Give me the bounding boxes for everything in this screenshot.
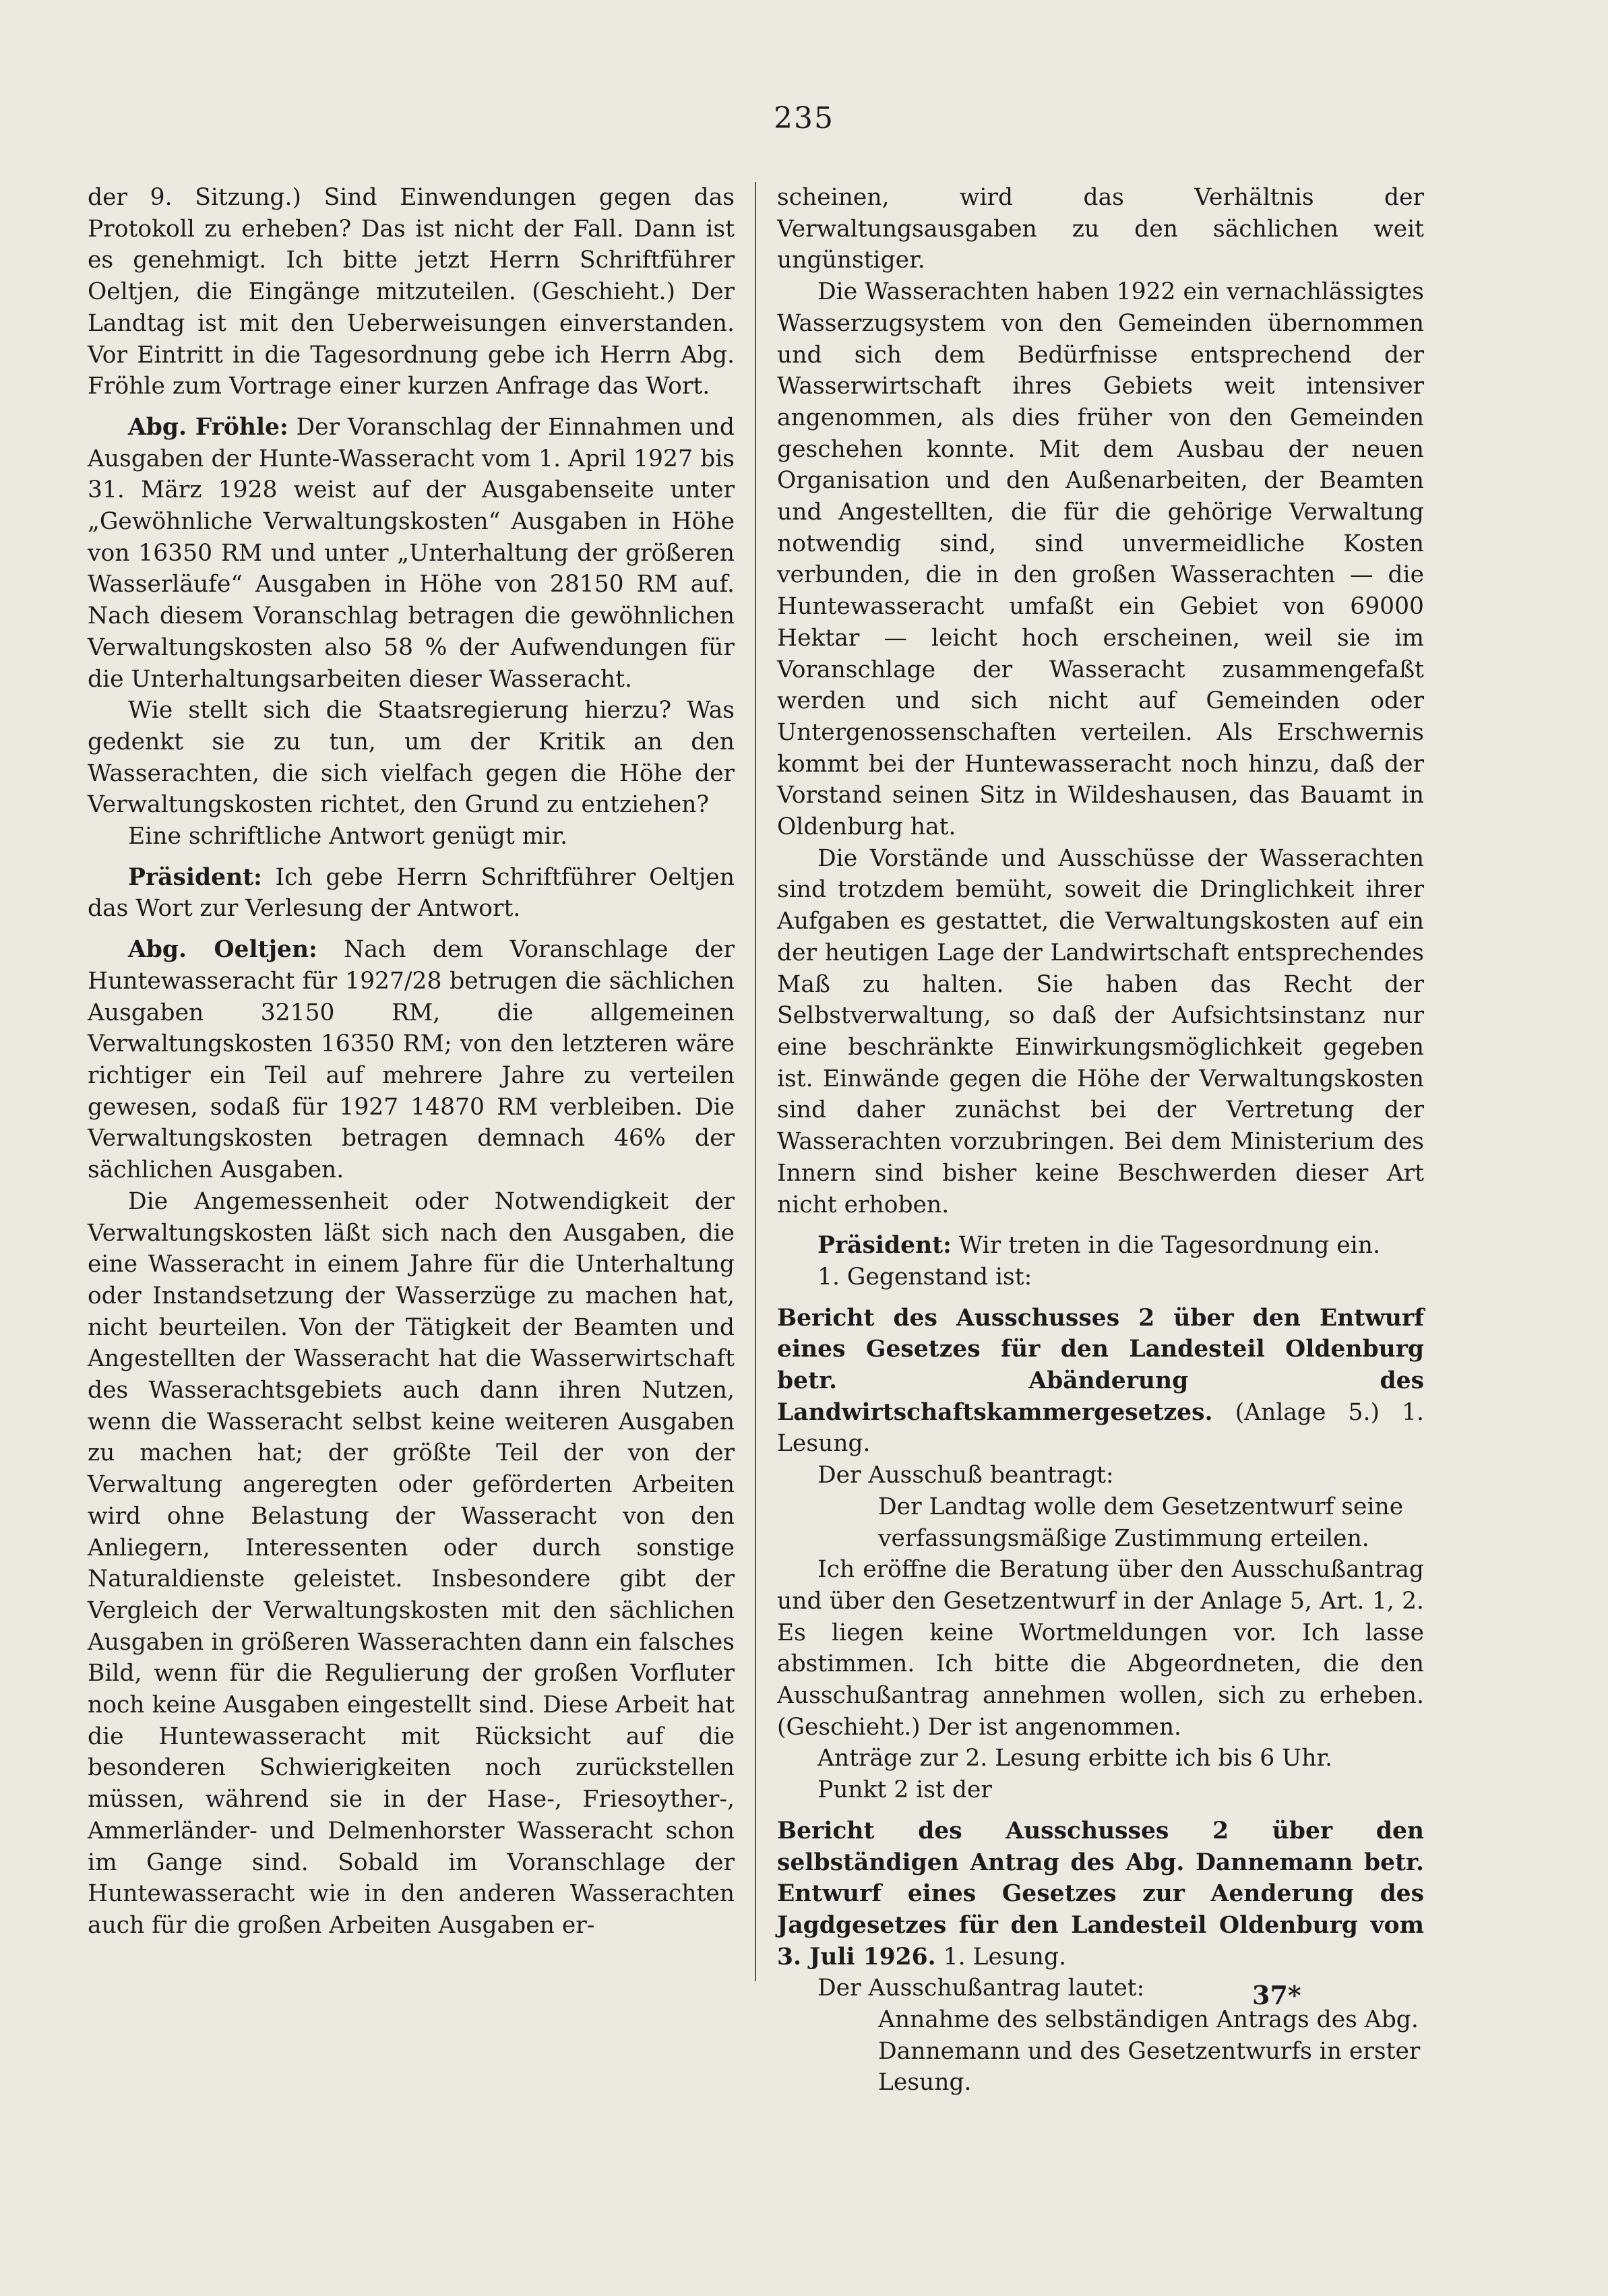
left-column <box>88 182 735 1942</box>
speech-paragraph <box>88 934 735 1186</box>
paragraph: Der Ausschußantrag lautet: <box>817 1975 1145 2002</box>
motion-text: Der Landtag wolle dem Gesetzentwurf seine verfassungsmäßige Zustimmung erteilen. <box>878 1493 1404 1552</box>
paragraph: Die Wasserachten haben 1922 ein vernachlässigtes Wasserzugsystem von den Gemeinden übernommen und sich dem Bedürfnisse entsprechend der Wasserwirtschaft ihres Gebiets weit intensiver angenommen, als dies früher von den Gemeinden geschehen konnte. Mit dem Ausbau der neuen Organisation und den Außenarbeiten, der Beamten und Angestellten, die für die gehörige Verwaltung notwendig sind, sind unvermeidliche Kosten verbunden, die in den großen Wasserachten — die Huntewasseracht umfaßt ein Gebiet von 69000 Hektar — leicht hoch erscheinen, weil sie im Voranschlage der Wasseracht zusammengefaßt werden und sich nicht auf Gemeinden oder Untergenossenschaften verteilen. Als Erschwernis kommt bei der Huntewasseracht noch hinzu, daß der Vorstand seinen Sitz in Wildeshausen, das Bauamt in Oldenburg hat. <box>777 278 1424 841</box>
agenda-title: Bericht des Ausschusses 2 über den selbständigen Antrag des Abg. Dannemann betr. Entwurf eines Gesetzes zur Aenderung des Jagdgesetzes für den Landesteil Oldenburg vom 3. Juli 1926. <box>777 1817 1424 1971</box>
speaker-name: Abg. Fröhle: <box>128 413 288 441</box>
speech-paragraph <box>88 412 735 695</box>
paragraph: Punkt 2 ist der <box>817 1776 992 1804</box>
speaker-name: Präsident: <box>128 863 262 891</box>
speech-paragraph <box>88 862 735 925</box>
paragraph: Ich eröffne die Beratung über den Ausschußantrag und über den Gesetzentwurf in der Anlage 5, Art. 1, 2. Es liegen keine Wortmeldungen vor. Ich lasse abstimmen. Ich bitte die Abgeordneten, die den Ausschußantrag annehmen wollen, sich zu erheben. (Geschieht.) Der ist angenommen. <box>777 1556 1424 1741</box>
paragraph: 1. Gegenstand ist: <box>817 1263 1032 1291</box>
speech-text: Der Voranschlag der Einnahmen und Ausgaben der Hunte-Wasseracht vom 1. April 1927 bis 31. März 1928 weist auf der Ausgabenseite unter „Gewöhnliche Verwaltungskosten“ Ausgaben in Höhe von 16350 RM und unter „Unterhaltung der größeren Wasserläufe“ Ausgaben in Höhe von 28150 RM auf. Nach diesem Voranschlag betragen die gewöhnlichen Verwaltungskosten also 58 % der Aufwendungen für die Unterhaltungsarbeiten dieser Wasseracht. <box>88 413 735 693</box>
paragraph: Eine schriftliche Antwort genügt mir. <box>128 823 568 850</box>
column-divider <box>755 182 756 1981</box>
paragraph: Die Vorstände und Ausschüsse der Wasserachten sind trotzdem bemüht, soweit die Dringlichkeit ihrer Aufgaben es gestattet, die Verwaltungskosten auf ein der heutigen Lage der Landwirtschaft entsprechendes Maß zu halten. Sie haben das Recht der Selbstverwaltung, so daß der Aufsichtsinstanz nur eine beschränkte Einwirkungsmöglichkeit gegeben ist. Einwände gegen die Höhe der Verwaltungskosten sind daher zunächst bei der Vertretung der Wasserachten vorzubringen. Bei dem Ministerium des Innern sind bisher keine Beschwerden dieser Art nicht erhoben. <box>777 844 1424 1218</box>
speech-text: Wir treten in die Tagesordnung ein. <box>951 1232 1380 1260</box>
paragraph: Wie stellt sich die Staatsregierung hierzu? Was gedenkt sie zu tun, um der Kritik an den Wasserachten, die sich vielfach gegen die Höhe der Verwaltungskosten richtet, den Grund zu entziehen? <box>88 697 735 819</box>
signature-mark: 37* <box>1252 1980 1301 2010</box>
right-column <box>777 182 1424 2099</box>
paragraph: Die Angemessenheit oder Notwendigkeit der Verwaltungskosten läßt sich nach den Ausgaben, die eine Wasseracht in einem Jahre für die Unterhaltung oder Instandsetzung der Wasserzüge zu machen hat, nicht beurteilen. Von der Tätigkeit der Beamten und Angestellten der Wasseracht hat die Wasserwirtschaft des Wasserachtsgebiets auch dann ihren Nutzen, wenn die Wasseracht selbst keine weiteren Ausgaben zu machen hat; der größte Teil der von der Verwaltung angeregten oder geförderten Arbeiten wird ohne Belastung der Wasseracht von den Anliegern, Interessenten oder durch sonstige Naturaldienste geleistet. Insbesondere gibt der Vergleich der Verwaltungskosten mit den sächlichen Ausgaben in größeren Wasserachten dann ein falsches Bild, wenn für die Regulierung der großen Vorfluter noch keine Ausgaben eingestellt sind. Diese Arbeit hat die Huntewasseracht mit Rücksicht auf die besonderen Schwierigkeiten noch zurückstellen müssen, während sie in der Hase-, Friesoyther-, Ammerländer- und Delmenhorster Wasseracht schon im Gange sind. Sobald im Voranschlage der Huntewasseracht wie in den anderen Wasserachten auch für die großen Arbeiten Ausgaben er- <box>88 1187 735 1939</box>
speech-text: Ich gebe Herrn Schriftführer Oeltjen das Wort zur Verlesung der Antwort. <box>88 863 735 923</box>
agenda-item <box>777 1303 1424 1460</box>
speaker-name: Präsident: <box>817 1232 952 1260</box>
agenda-title: Bericht des Ausschusses 2 über den Entwurf eines Gesetzes für den Landesteil Oldenburg betr. Abänderung des Landwirtschaftskammergesetzes. <box>777 1304 1424 1426</box>
speech-text: Nach dem Voranschlage der Huntewasseracht für 1927/28 betrugen die sächlichen Ausgaben 32150 RM, die allgemeinen Verwaltungskosten 16350 RM; von den letzteren wäre richtiger ein Teil auf mehrere Jahre zu verteilen gewesen, sodaß für 1927 14870 RM verbleiben. Die Verwaltungskosten betragen demnach 46% der sächlichen Ausgaben. <box>88 936 735 1184</box>
page-number: 235 <box>774 101 834 135</box>
motion-text: Annahme des selbständigen Antrags des Abg. Dannemann und des Gesetzentwurfs in erster Lesung. <box>878 2006 1421 2097</box>
agenda-item <box>777 1816 1424 1973</box>
paragraph: Anträge zur 2. Lesung erbitte ich bis 6 Uhr. <box>817 1745 1333 1772</box>
speech-paragraph <box>777 1230 1424 1262</box>
speaker-name: Abg. Oeltjen: <box>128 936 317 964</box>
paragraph: der 9. Sitzung.) Sind Einwendungen gegen das Protokoll zu erheben? Das ist nicht der Fall. Dann ist es genehmigt. Ich bitte jetzt Herrn Schriftführer Oeltjen, die Eingänge mitzuteilen. (Geschieht.) Der Landtag ist mit den Ueberweisungen einverstanden. Vor Eintritt in die Tagesordnung gebe ich Herrn Abg. Fröhle zum Vortrage einer kurzen Anfrage das Wort. <box>88 184 735 400</box>
paragraph: Der Ausschuß beantragt: <box>817 1462 1114 1489</box>
agenda-reading: (Anlage 5.) 1. Lesung. <box>777 1398 1424 1458</box>
agenda-reading: 1. Lesung. <box>943 1943 1067 1971</box>
paragraph: scheinen, wird das Verhältnis der Verwaltungsausgaben zu den sächlichen weit ungünstiger. <box>777 184 1424 274</box>
